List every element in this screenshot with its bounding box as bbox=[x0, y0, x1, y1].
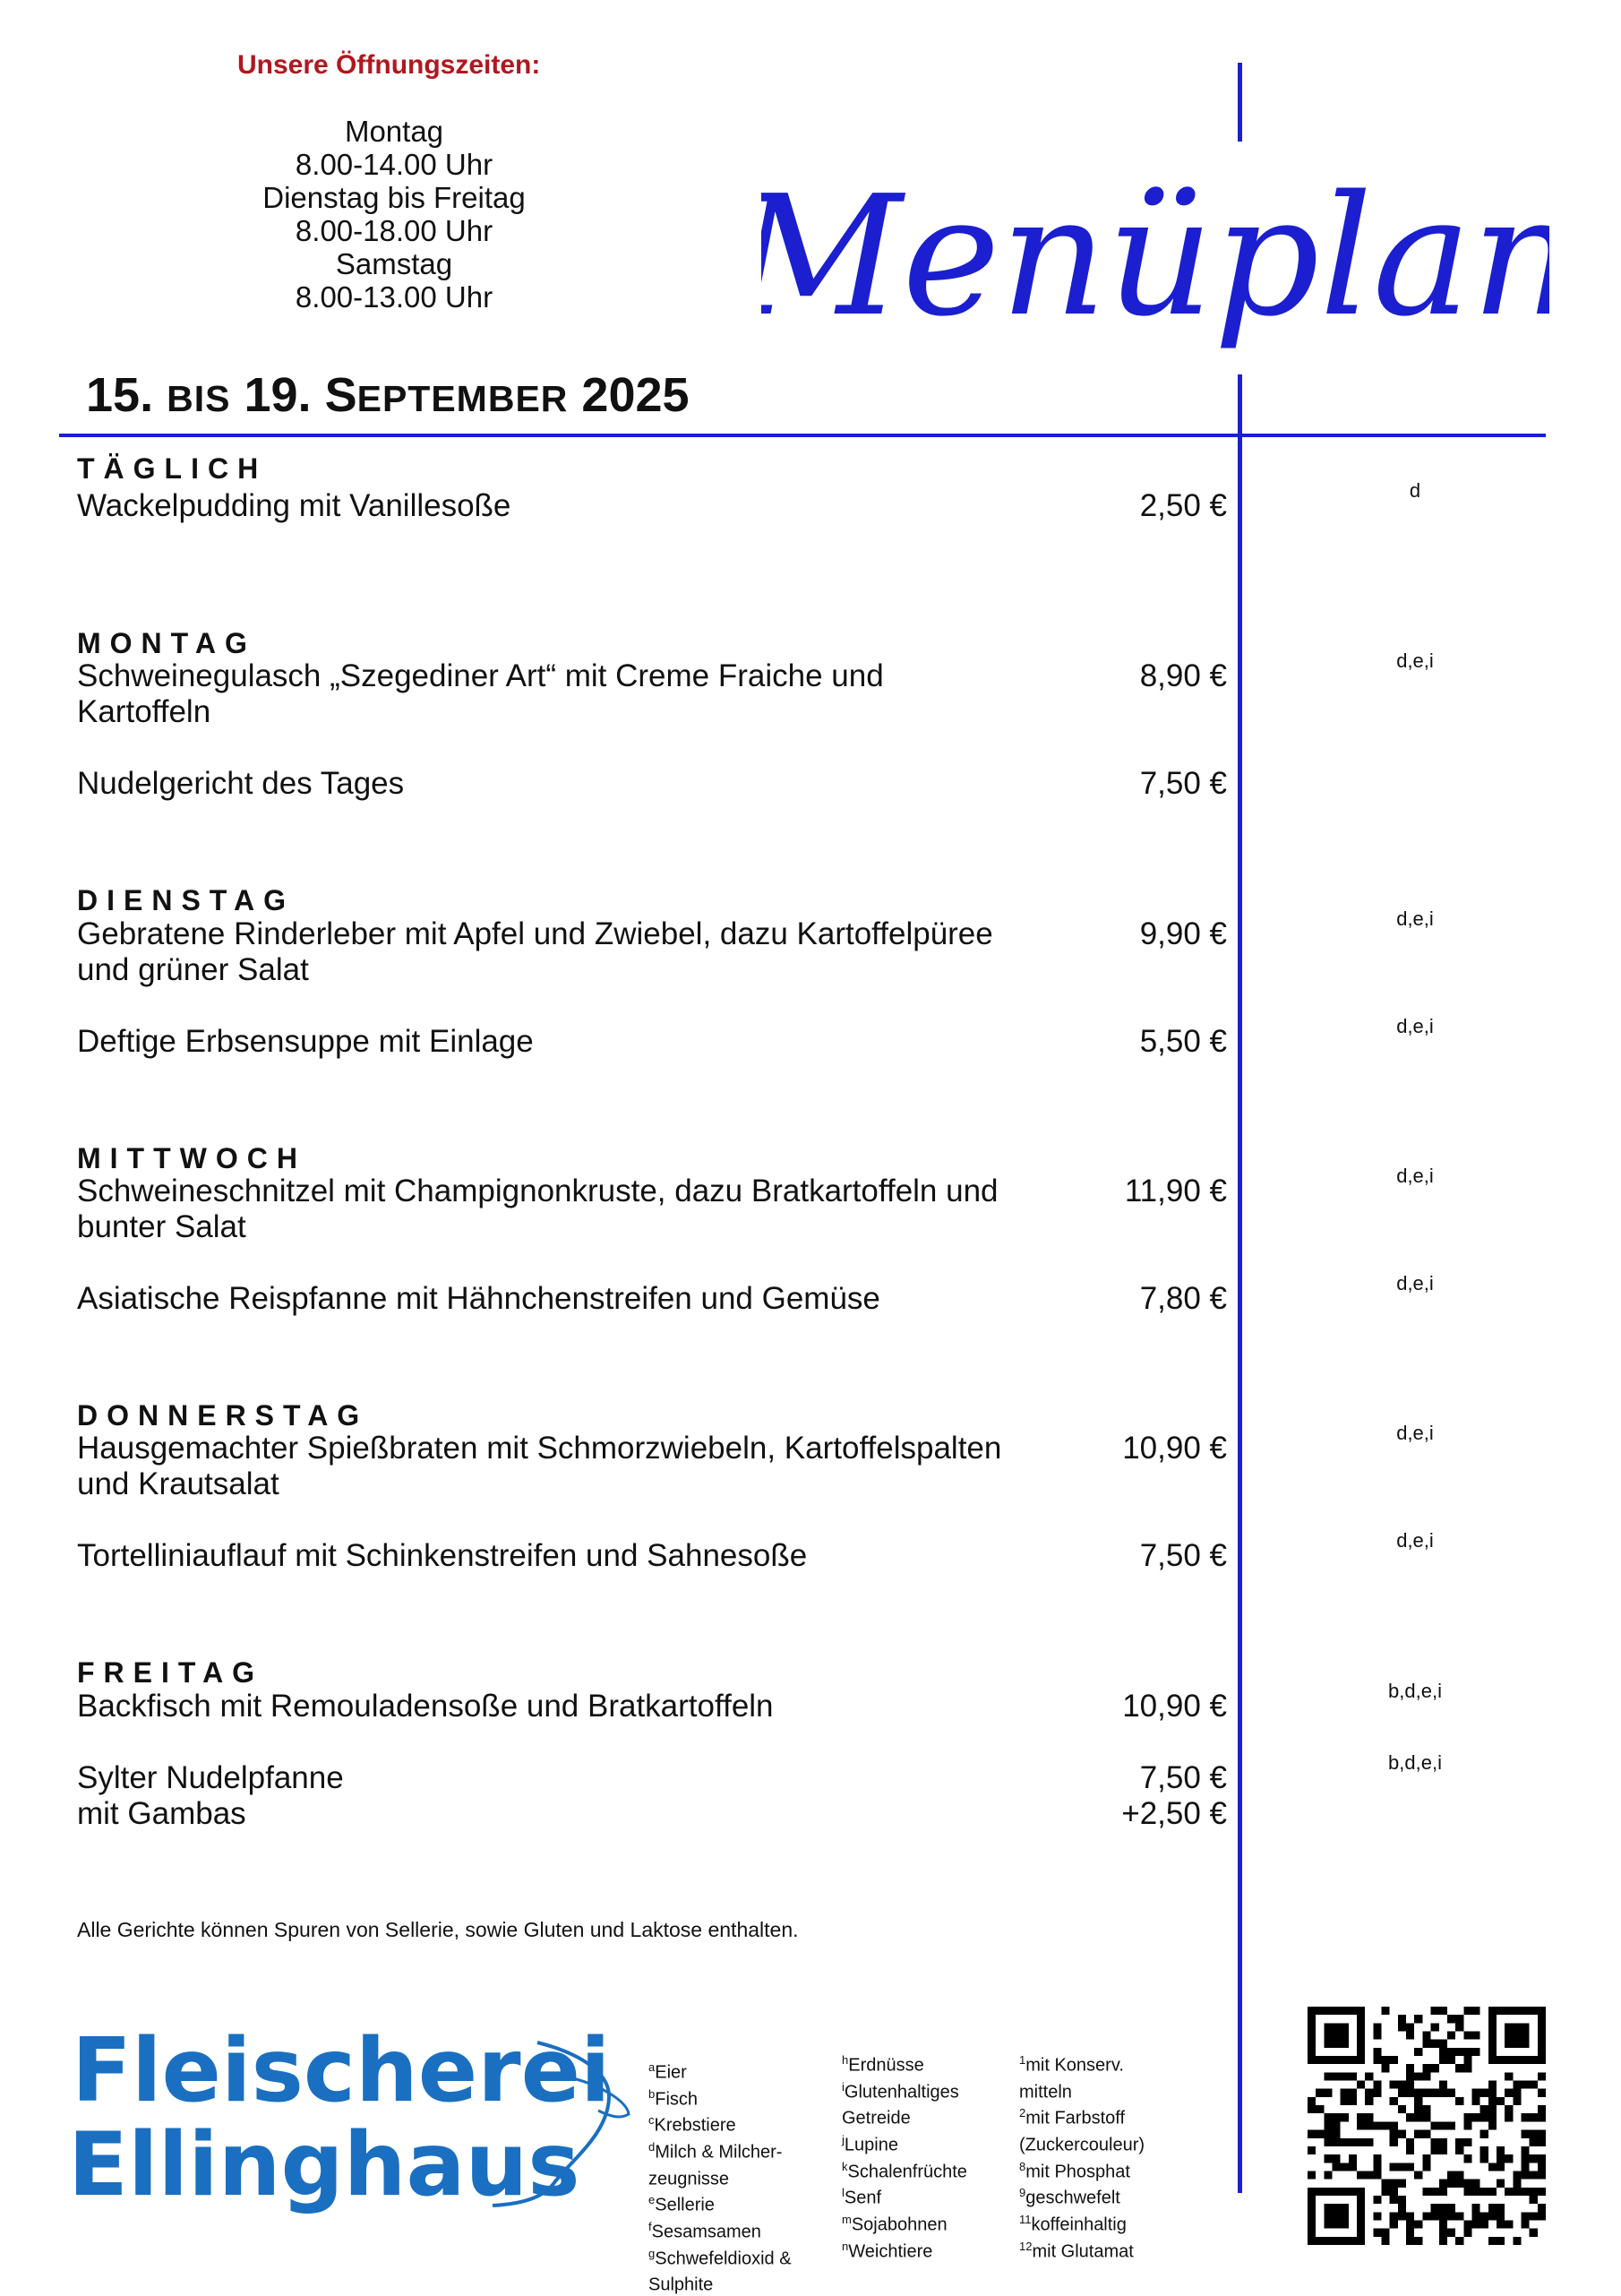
dish-text bbox=[77, 1024, 1062, 1060]
dish-text bbox=[77, 658, 1008, 730]
dish-price bbox=[1048, 488, 1227, 524]
legend-entry bbox=[842, 2236, 1021, 2263]
legend-entry bbox=[648, 2189, 828, 2216]
day-heading: DONNERSTAG bbox=[77, 1399, 369, 1432]
legend-text: Weichtiere bbox=[848, 2241, 933, 2262]
day-heading: MONTAG bbox=[77, 627, 256, 659]
dish-price bbox=[1048, 1174, 1227, 1209]
legend-text: mitteln bbox=[1019, 2082, 1072, 2103]
dish-price bbox=[1048, 1431, 1227, 1466]
dish-line: mit Gambas bbox=[77, 1796, 246, 1831]
dish-allergens: d,e,i bbox=[1396, 1272, 1434, 1294]
dish-text bbox=[77, 916, 1008, 988]
legend-entry bbox=[842, 2209, 1021, 2236]
legend-key: 8 bbox=[1019, 2159, 1026, 2173]
dish-line: Asiatische Reispfanne mit Hähnchenstreifen und Gemüse bbox=[77, 1281, 880, 1316]
hours-line: Montag bbox=[344, 115, 444, 148]
price-value: 10,90 € bbox=[1122, 1431, 1227, 1466]
legend-entry bbox=[842, 2077, 1021, 2103]
legend-entry bbox=[648, 2110, 828, 2137]
dish-allergens: d,e,i bbox=[1396, 1165, 1434, 1187]
hours-line: 8.00-14.00 Uhr bbox=[295, 148, 493, 181]
dish-allergens: d bbox=[1409, 479, 1421, 502]
price-value: 10,90 € bbox=[1122, 1689, 1227, 1724]
legend-text: zeugnisse bbox=[648, 2169, 730, 2189]
price-value: 7,50 € bbox=[1139, 766, 1227, 801]
legend-text: (Zuckercouleur) bbox=[1019, 2135, 1145, 2155]
price-value: 2,50 € bbox=[1139, 488, 1227, 523]
legend-entry bbox=[1019, 2077, 1198, 2103]
legend-entry bbox=[648, 2084, 828, 2111]
legend-text: mit Phosphat bbox=[1025, 2162, 1130, 2182]
logo-line1: Fleischerei bbox=[72, 2020, 611, 2122]
dish-text bbox=[77, 1174, 1008, 1245]
legend-text: Milch & Milcher- bbox=[655, 2142, 783, 2163]
dish-price bbox=[1048, 766, 1227, 802]
horizontal-divider bbox=[59, 434, 1546, 437]
day-heading: DIENSTAG bbox=[77, 884, 295, 916]
dish-allergens: d,e,i bbox=[1396, 907, 1434, 930]
legend-entry bbox=[1019, 2156, 1198, 2183]
legend-key: 9 bbox=[1019, 2186, 1026, 2200]
opening-hours bbox=[233, 115, 555, 314]
price-value: 8,90 € bbox=[1139, 658, 1227, 693]
legend-key: l bbox=[842, 2186, 845, 2200]
legend-text: Sulphite bbox=[648, 2275, 714, 2295]
legend-key: f bbox=[648, 2219, 652, 2233]
legend-key: n bbox=[842, 2239, 849, 2253]
legend-key: 12 bbox=[1019, 2239, 1033, 2253]
day-heading: TÄGLICH bbox=[77, 452, 268, 485]
dish-line: Nudelgericht des Tages bbox=[77, 766, 405, 801]
legend-col2 bbox=[842, 2050, 1021, 2262]
legend-col1 bbox=[648, 2057, 828, 2296]
vertical-divider bbox=[1238, 374, 1242, 2193]
legend-entry bbox=[842, 2129, 1021, 2156]
hours-line: Dienstag bis Freitag bbox=[262, 181, 526, 214]
legend-entry bbox=[842, 2103, 1021, 2129]
legend-entry bbox=[842, 2156, 1021, 2183]
dish-line: Deftige Erbsensuppe mit Einlage bbox=[77, 1024, 534, 1059]
legend-text: Schwefeldioxid & bbox=[655, 2249, 792, 2269]
logo-line2: Ellinghaus bbox=[72, 2114, 580, 2216]
legend-text: mit Konserv. bbox=[1025, 2055, 1124, 2076]
legend-entry bbox=[1019, 2209, 1198, 2236]
dish-text bbox=[77, 1760, 1062, 1832]
legend-entry bbox=[648, 2243, 828, 2270]
dish-line: Hausgemachter Spießbraten mit Schmorzwiebeln, Kartoffelspalten und Krautsalat bbox=[77, 1431, 1002, 1501]
dish-allergens: d,e,i bbox=[1396, 1015, 1434, 1037]
dish-allergens: d,e,i bbox=[1396, 1422, 1434, 1444]
dish-price bbox=[1048, 658, 1227, 694]
legend-entry bbox=[648, 2269, 828, 2296]
dish-price bbox=[1048, 916, 1227, 952]
legend-text: Fisch bbox=[655, 2089, 699, 2110]
legend-key: k bbox=[842, 2159, 848, 2173]
dish-text bbox=[77, 1689, 1062, 1724]
legend-entry bbox=[648, 2057, 828, 2084]
dish-line: Tortelliniauflauf mit Schinkenstreifen und Sahnesoße bbox=[77, 1538, 808, 1573]
week-heading: 15. BIS 19. SEPTEMBER 2025 bbox=[86, 368, 690, 422]
legend-key: 11 bbox=[1019, 2212, 1032, 2226]
dish-allergens: b,d,e,i bbox=[1388, 1680, 1442, 1702]
dish-price bbox=[1048, 1689, 1227, 1724]
legend-key: b bbox=[648, 2086, 656, 2101]
legend-entry bbox=[648, 2163, 828, 2190]
legend-key: m bbox=[842, 2212, 852, 2226]
legend-text: Sojabohnen bbox=[851, 2214, 948, 2235]
dish-price bbox=[1048, 1538, 1227, 1574]
legend-key: 2 bbox=[1019, 2106, 1026, 2120]
legend-entry bbox=[1019, 2050, 1198, 2077]
vertical-divider-top bbox=[1238, 63, 1242, 142]
dish-line: Sylter Nudelpfanne bbox=[77, 1760, 344, 1795]
dish-text bbox=[77, 1431, 1008, 1502]
legend-text: mit Glutamat bbox=[1032, 2241, 1134, 2262]
legend-key: j bbox=[842, 2132, 845, 2146]
legend-text: Sesamsamen bbox=[651, 2222, 761, 2242]
price-value: 11,90 € bbox=[1124, 1174, 1227, 1208]
dish-price bbox=[1048, 1024, 1227, 1060]
menu-title bbox=[761, 134, 1549, 403]
hours-line: 8.00-13.00 Uhr bbox=[295, 280, 493, 314]
legend-text: Glutenhaltiges bbox=[844, 2082, 959, 2103]
day-heading: MITTWOCH bbox=[77, 1142, 306, 1174]
price-value: 5,50 € bbox=[1139, 1024, 1227, 1059]
dish-line: Schweineschnitzel mit Champignonkruste, dazu Bratkartoffeln und bunter Salat bbox=[77, 1174, 999, 1244]
legend-entry bbox=[648, 2216, 828, 2243]
dish-price bbox=[1048, 1760, 1227, 1832]
legend-text: Eier bbox=[655, 2062, 687, 2083]
qr-code[interactable] bbox=[1308, 2007, 1546, 2245]
legend-text: koffeinhaltig bbox=[1031, 2214, 1127, 2235]
legend-key: e bbox=[648, 2193, 656, 2207]
legend-text: geschwefelt bbox=[1025, 2188, 1120, 2208]
legend-key: c bbox=[648, 2113, 655, 2128]
legend-key: i bbox=[842, 2079, 845, 2094]
hours-line: Samstag bbox=[335, 247, 453, 280]
dish-allergens: d,e,i bbox=[1396, 649, 1434, 672]
legend-text: Krebstiere bbox=[654, 2115, 736, 2136]
dish-line: Schweinegulasch „Szegediner Art“ mit Creme Fraiche und Kartoffeln bbox=[77, 658, 884, 729]
legend-key: 1 bbox=[1019, 2053, 1026, 2067]
dish-text bbox=[77, 1538, 1062, 1574]
price-value: 7,50 € bbox=[1139, 1760, 1227, 1795]
legend-text: Sellerie bbox=[655, 2195, 715, 2215]
legend-key: h bbox=[842, 2053, 849, 2067]
legend-key: g bbox=[648, 2246, 656, 2260]
legend-entry bbox=[842, 2182, 1021, 2209]
opening-hours-title: Unsere Öffnungszeiten: bbox=[237, 50, 541, 80]
day-heading: FREITAG bbox=[77, 1656, 264, 1689]
price-value: 7,80 € bbox=[1139, 1281, 1227, 1316]
legend-entry bbox=[1019, 2236, 1198, 2263]
legend-text: Getreide bbox=[842, 2108, 911, 2128]
price-value: 7,50 € bbox=[1139, 1538, 1227, 1573]
dish-line: Gebratene Rinderleber mit Apfel und Zwiebel, dazu Kartoffelpüree und grüner Salat bbox=[77, 916, 993, 987]
legend-col3 bbox=[1019, 2050, 1198, 2262]
legend-text: Lupine bbox=[844, 2135, 898, 2155]
dish-text bbox=[77, 1281, 1062, 1317]
dish-allergens: d,e,i bbox=[1396, 1529, 1434, 1552]
dish-price bbox=[1048, 1281, 1227, 1317]
legend-key: a bbox=[648, 2060, 656, 2074]
allergen-note: Alle Gerichte können Spuren von Sellerie, sowie Gluten und Laktose enthalten. bbox=[77, 1918, 799, 1941]
legend-text: Erdnüsse bbox=[848, 2055, 924, 2076]
dish-allergens: b,d,e,i bbox=[1388, 1751, 1442, 1774]
dish-line: Wackelpudding mit Vanillesoße bbox=[77, 488, 511, 523]
logo bbox=[72, 2016, 636, 2222]
hours-line: 8.00-18.00 Uhr bbox=[295, 214, 493, 247]
dish-text bbox=[77, 766, 1062, 802]
dish-text bbox=[77, 488, 1062, 524]
legend-text: mit Farbstoff bbox=[1025, 2108, 1126, 2128]
price-extra: +2,50 € bbox=[1121, 1796, 1227, 1831]
legend-entry bbox=[1019, 2182, 1198, 2209]
legend-entry bbox=[1019, 2129, 1198, 2156]
price-value: 9,90 € bbox=[1139, 916, 1227, 951]
legend-entry bbox=[1019, 2103, 1198, 2129]
legend-entry bbox=[842, 2050, 1021, 2077]
legend-text: Senf bbox=[844, 2188, 882, 2208]
legend-key: d bbox=[648, 2139, 656, 2154]
menu-title-text: Menüplan bbox=[761, 159, 1549, 353]
legend-text: Schalenfrüchte bbox=[847, 2162, 967, 2182]
dish-line: Backfisch mit Remouladensoße und Bratkartoffeln bbox=[77, 1689, 774, 1724]
legend-entry bbox=[648, 2137, 828, 2163]
